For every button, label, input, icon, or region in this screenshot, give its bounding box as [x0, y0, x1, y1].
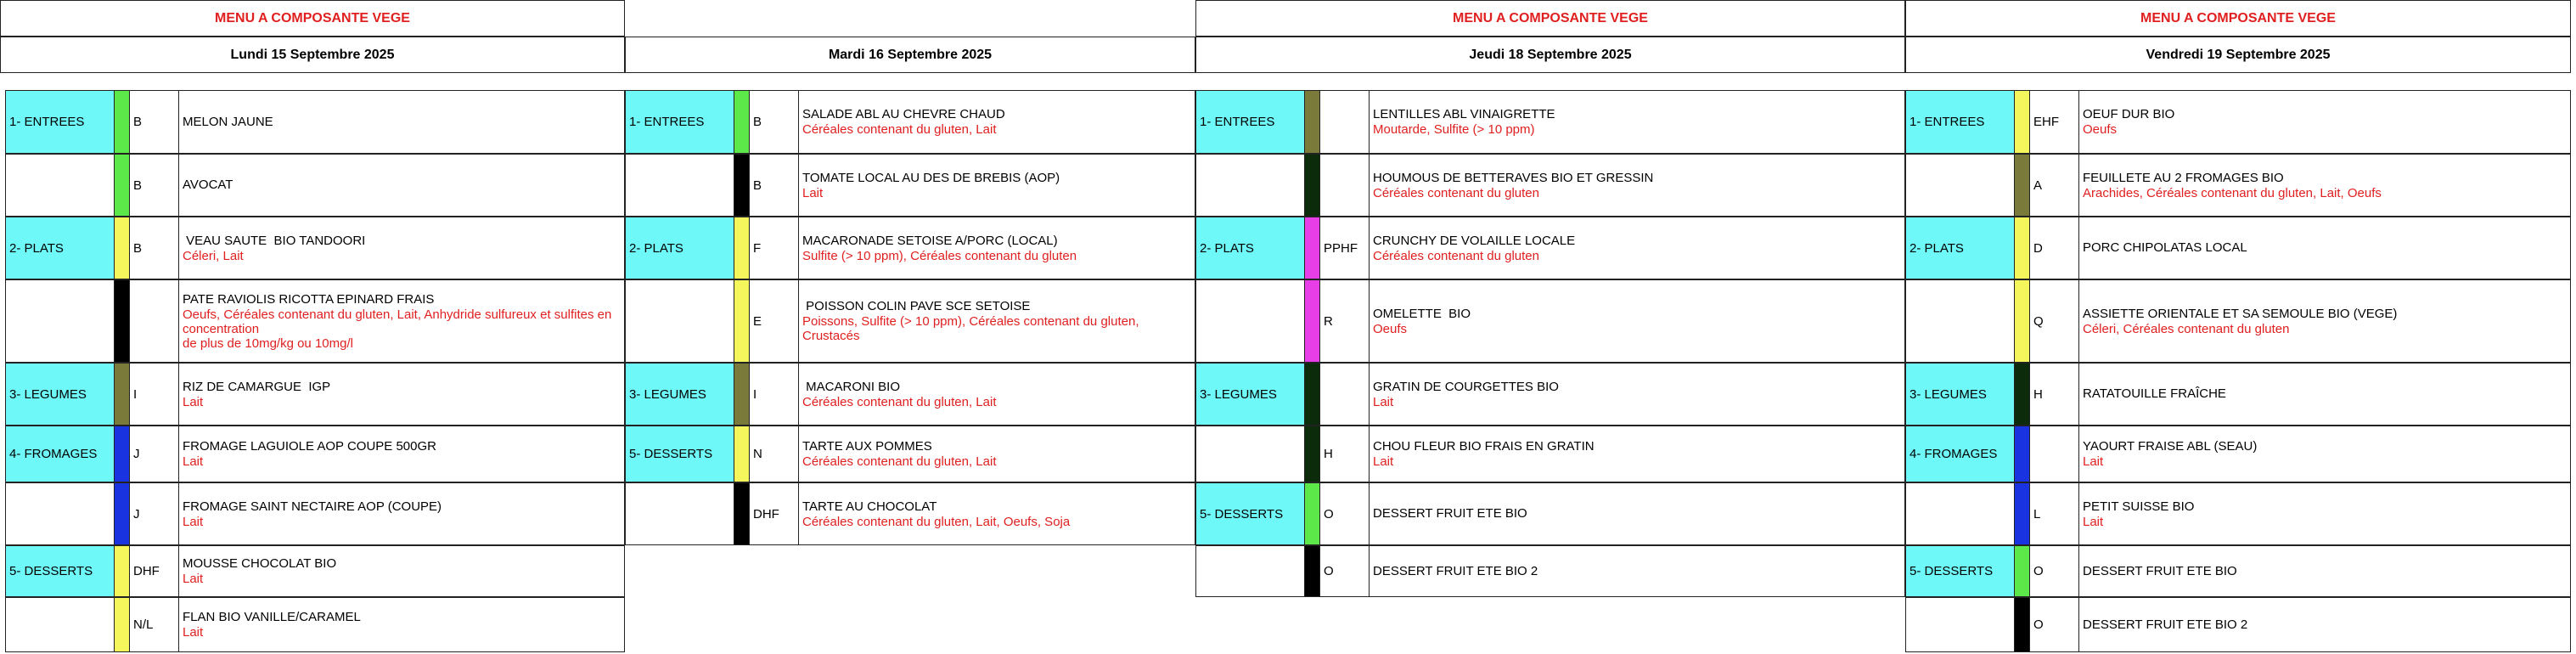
color-indicator-bar: [1305, 364, 1320, 425]
dish-name: GRATIN DE COURGETTES BIO: [1373, 379, 1559, 394]
dish-name: CRUNCHY DE VOLAILLE LOCALE: [1373, 233, 1576, 248]
color-indicator-bar: [115, 426, 130, 482]
category-cell: [6, 483, 115, 544]
dish-name: PETIT SUISSE BIO: [2083, 499, 2195, 514]
dish-cell: [1370, 483, 1904, 544]
code-cell: F: [750, 217, 799, 279]
menu-row: [5, 482, 625, 545]
menu-row: [625, 154, 1195, 217]
color-indicator-bar: [2015, 364, 2030, 425]
allergens-text: Céréales contenant du gluten, Lait: [802, 394, 997, 409]
dish-name: HOUMOUS DE BETTERAVES BIO ET GRESSIN: [1373, 170, 1654, 185]
menu-row: [1905, 90, 2571, 154]
dish-cell: [179, 483, 624, 544]
category-cell: 3- LEGUMES: [626, 364, 734, 425]
code-cell: J: [130, 483, 179, 544]
category-cell: 1- ENTREES: [1196, 91, 1305, 153]
menu-row: [625, 363, 1195, 426]
allergens-text: Arachides, Céréales contenant du gluten, Lait, Oeufs: [2083, 185, 2382, 200]
category-cell: 4- FROMAGES: [1906, 426, 2015, 482]
code-cell: [130, 280, 179, 362]
dish-cell: [799, 483, 1195, 544]
dish-cell: [799, 364, 1195, 425]
color-indicator-bar: [1305, 546, 1320, 596]
color-indicator-bar: [2015, 155, 2030, 216]
menu-row: [5, 426, 625, 482]
dish-cell: [1370, 280, 1904, 362]
allergens-text: Céréales contenant du gluten, Lait, Oeufs, Soja: [802, 514, 1071, 529]
color-indicator-bar: [2015, 91, 2030, 153]
category-cell: [6, 280, 115, 362]
dish-cell: [2079, 364, 2570, 425]
menu-row: [625, 482, 1195, 545]
menu-row: [5, 363, 625, 426]
dish-name: DESSERT FRUIT ETE BIO: [1373, 506, 1527, 521]
code-cell: [2030, 426, 2079, 482]
menu-row: [5, 597, 625, 652]
dish-cell: [1370, 155, 1904, 216]
code-cell: Q: [2030, 280, 2079, 362]
dish-name: RATATOUILLE FRAÎCHE: [2083, 386, 2226, 401]
allergens-text: Lait: [1373, 394, 1394, 409]
dish-cell: [799, 280, 1195, 362]
dish-cell: [2079, 426, 2570, 482]
category-cell: 3- LEGUMES: [1906, 364, 2015, 425]
color-indicator-bar: [115, 280, 130, 362]
day-date-header: Vendredi 19 Septembre 2025: [1905, 37, 2571, 73]
code-cell: H: [2030, 364, 2079, 425]
color-indicator-bar: [2015, 598, 2030, 651]
dish-name: FEUILLETE AU 2 FROMAGES BIO: [2083, 170, 2284, 185]
color-indicator-bar: [2015, 546, 2030, 596]
menu-row: [1195, 363, 1905, 426]
menu-row: [625, 426, 1195, 482]
menu-row: [1905, 597, 2571, 652]
dish-cell: [799, 91, 1195, 153]
color-indicator-bar: [115, 546, 130, 596]
color-indicator-bar: [1305, 217, 1320, 279]
code-cell: [1320, 155, 1370, 216]
category-cell: [6, 155, 115, 216]
dish-cell: [2079, 155, 2570, 216]
menu-row: [1195, 217, 1905, 279]
category-cell: 3- LEGUMES: [6, 364, 115, 425]
category-cell: 1- ENTREES: [1906, 91, 2015, 153]
menu-row: [1905, 217, 2571, 279]
category-cell: 2- PLATS: [6, 217, 115, 279]
color-indicator-bar: [1305, 426, 1320, 482]
category-cell: [626, 483, 734, 544]
color-indicator-bar: [1305, 483, 1320, 544]
code-cell: O: [1320, 483, 1370, 544]
color-indicator-bar: [115, 364, 130, 425]
menu-row: [625, 217, 1195, 279]
color-indicator-bar: [115, 155, 130, 216]
menu-row: [5, 154, 625, 217]
code-cell: I: [750, 364, 799, 425]
dish-name: YAOURT FRAISE ABL (SEAU): [2083, 439, 2258, 454]
dish-name: TARTE AU CHOCOLAT: [802, 499, 937, 514]
dish-name: CHOU FLEUR BIO FRAIS EN GRATIN: [1373, 439, 1595, 454]
dish-cell: [179, 426, 624, 482]
category-cell: [1196, 280, 1305, 362]
code-cell: D: [2030, 217, 2079, 279]
dish-cell: [179, 217, 624, 279]
category-cell: [626, 280, 734, 362]
dish-name: MELON JAUNE: [183, 114, 273, 129]
dish-cell: [179, 155, 624, 216]
menu-row: [5, 545, 625, 597]
menu-label: MENU A COMPOSANTE VEGE: [0, 0, 625, 37]
code-cell: O: [2030, 598, 2079, 651]
code-cell: DHF: [130, 546, 179, 596]
allergens-text: Lait: [183, 625, 204, 640]
code-cell: [1320, 91, 1370, 153]
dish-cell: [1370, 91, 1904, 153]
category-cell: 3- LEGUMES: [1196, 364, 1305, 425]
category-cell: 4- FROMAGES: [6, 426, 115, 482]
allergens-text: Poissons, Sulfite (> 10 ppm), Céréales contenant du gluten, Crustacés: [802, 314, 1139, 343]
category-cell: 5- DESSERTS: [626, 426, 734, 482]
dish-cell: [799, 155, 1195, 216]
day-date-header: Jeudi 18 Septembre 2025: [1195, 37, 1905, 73]
dish-name: SALADE ABL AU CHEVRE CHAUD: [802, 107, 1005, 121]
color-indicator-bar: [2015, 280, 2030, 362]
category-cell: [1196, 546, 1305, 596]
code-cell: N: [750, 426, 799, 482]
category-cell: [626, 155, 734, 216]
category-cell: [6, 598, 115, 651]
code-cell: O: [1320, 546, 1370, 596]
allergens-text: Céleri, Lait: [183, 248, 244, 263]
menu-row: [1195, 279, 1905, 363]
code-cell: L: [2030, 483, 2079, 544]
dish-cell: [799, 426, 1195, 482]
code-cell: EHF: [2030, 91, 2079, 153]
dish-name: OEUF DUR BIO: [2083, 107, 2175, 121]
dish-cell: [179, 598, 624, 651]
dish-name: TARTE AUX POMMES: [802, 439, 932, 454]
code-cell: H: [1320, 426, 1370, 482]
allergens-text: Lait: [2083, 454, 2104, 469]
color-indicator-bar: [2015, 426, 2030, 482]
code-cell: B: [130, 155, 179, 216]
dish-cell: [179, 280, 624, 362]
dish-cell: [2079, 217, 2570, 279]
allergens-text: Sulfite (> 10 ppm), Céréales contenant du gluten: [802, 248, 1077, 263]
category-cell: [1906, 280, 2015, 362]
code-cell: B: [130, 91, 179, 153]
code-cell: I: [130, 364, 179, 425]
category-cell: [1196, 426, 1305, 482]
menu-label: MENU A COMPOSANTE VEGE: [1905, 0, 2571, 37]
dish-cell: [2079, 598, 2570, 651]
dish-name: RIZ DE CAMARGUE IGP: [183, 379, 331, 394]
dish-name: VEAU SAUTE BIO TANDOORI: [183, 233, 366, 248]
allergens-text: Lait: [183, 394, 204, 409]
day-date-header: Lundi 15 Septembre 2025: [0, 37, 625, 73]
menu-row: [1195, 90, 1905, 154]
allergens-text: Céréales contenant du gluten: [1373, 185, 1539, 200]
allergens-text: Céleri, Céréales contenant du gluten: [2083, 321, 2290, 336]
category-cell: [1906, 598, 2015, 651]
color-indicator-bar: [734, 280, 750, 362]
color-indicator-bar: [734, 483, 750, 544]
dish-cell: [179, 364, 624, 425]
dish-cell: [179, 91, 624, 153]
color-indicator-bar: [115, 483, 130, 544]
dish-cell: [2079, 483, 2570, 544]
menu-row: [1195, 545, 1905, 597]
allergens-text: Oeufs: [2083, 122, 2118, 137]
category-cell: 2- PLATS: [626, 217, 734, 279]
code-cell: E: [750, 280, 799, 362]
color-indicator-bar: [734, 364, 750, 425]
dish-cell: [2079, 91, 2570, 153]
menu-label: MENU A COMPOSANTE VEGE: [1195, 0, 1905, 37]
category-cell: 2- PLATS: [1906, 217, 2015, 279]
menu-row: [1905, 279, 2571, 363]
dish-name: LENTILLES ABL VINAIGRETTE: [1373, 107, 1555, 121]
dish-name: POISSON COLIN PAVE SCE SETOISE: [802, 299, 1031, 313]
code-cell: B: [750, 91, 799, 153]
dish-name: MOUSSE CHOCOLAT BIO: [183, 556, 337, 571]
color-indicator-bar: [2015, 217, 2030, 279]
dish-name: DESSERT FRUIT ETE BIO: [2083, 563, 2237, 578]
allergens-text: Lait: [183, 454, 204, 469]
code-cell: O: [2030, 546, 2079, 596]
day-date-header: Mardi 16 Septembre 2025: [625, 37, 1195, 73]
dish-cell: [799, 217, 1195, 279]
color-indicator-bar: [1305, 155, 1320, 216]
dish-name: PATE RAVIOLIS RICOTTA EPINARD FRAIS: [183, 291, 435, 307]
allergens-text: Lait: [1373, 454, 1394, 469]
code-cell: A: [2030, 155, 2079, 216]
code-cell: [1320, 364, 1370, 425]
allergens-text: Lait: [183, 572, 204, 586]
category-cell: [1906, 155, 2015, 216]
category-cell: 5- DESSERTS: [1906, 546, 2015, 596]
menu-row: [5, 217, 625, 279]
color-indicator-bar: [1305, 91, 1320, 153]
dish-name: FROMAGE SAINT NECTAIRE AOP (COUPE): [183, 499, 442, 514]
category-cell: 5- DESSERTS: [1196, 483, 1305, 544]
dish-cell: [179, 546, 624, 596]
allergens-text: Oeufs: [1373, 321, 1408, 336]
color-indicator-bar: [734, 217, 750, 279]
category-cell: 2- PLATS: [1196, 217, 1305, 279]
dish-name: MACARONI BIO: [802, 379, 901, 394]
dish-cell: [1370, 217, 1904, 279]
color-indicator-bar: [1305, 280, 1320, 362]
category-cell: 1- ENTREES: [6, 91, 115, 153]
dish-cell: [2079, 280, 2570, 362]
menu-row: [1195, 482, 1905, 545]
dish-name: DESSERT FRUIT ETE BIO 2: [1373, 563, 1538, 578]
menu-row: [1905, 426, 2571, 482]
menu-row: [1905, 363, 2571, 426]
dish-name: TOMATE LOCAL AU DES DE BREBIS (AOP): [802, 170, 1060, 185]
category-cell: 1- ENTREES: [626, 91, 734, 153]
dish-cell: [1370, 364, 1904, 425]
dish-name: FROMAGE LAGUIOLE AOP COUPE 500GR: [183, 439, 436, 454]
dish-name: MACARONADE SETOISE A/PORC (LOCAL): [802, 233, 1058, 248]
code-cell: B: [130, 217, 179, 279]
color-indicator-bar: [734, 155, 750, 216]
code-cell: J: [130, 426, 179, 482]
allergens-text: Oeufs, Céréales contenant du gluten, Lait, Anhydride sulfureux et sulfites en concentration de plus de 10mg/kg ou 10mg/l: [183, 307, 612, 351]
dish-name: ASSIETTE ORIENTALE ET SA SEMOULE BIO (VEGE): [2083, 306, 2398, 321]
code-cell: N/L: [130, 598, 179, 651]
category-cell: [1196, 155, 1305, 216]
menu-row: [1905, 545, 2571, 597]
color-indicator-bar: [2015, 483, 2030, 544]
allergens-text: Céréales contenant du gluten, Lait: [802, 454, 997, 469]
color-indicator-bar: [115, 598, 130, 651]
allergens-text: Céréales contenant du gluten: [1373, 248, 1539, 263]
code-cell: B: [750, 155, 799, 216]
menu-row: [5, 279, 625, 363]
color-indicator-bar: [734, 426, 750, 482]
menu-row: [1195, 426, 1905, 482]
dish-name: DESSERT FRUIT ETE BIO 2: [2083, 617, 2248, 632]
color-indicator-bar: [734, 91, 750, 153]
dish-name: AVOCAT: [183, 178, 233, 192]
allergens-text: Lait: [2083, 514, 2104, 529]
allergens-text: Moutarde, Sulfite (> 10 ppm): [1373, 122, 1535, 137]
dish-name: FLAN BIO VANILLE/CARAMEL: [183, 610, 361, 624]
code-cell: R: [1320, 280, 1370, 362]
menu-row: [625, 279, 1195, 363]
dish-cell: [1370, 426, 1904, 482]
dish-cell: [1370, 546, 1904, 596]
code-cell: DHF: [750, 483, 799, 544]
color-indicator-bar: [115, 217, 130, 279]
category-cell: [1906, 483, 2015, 544]
menu-row: [1905, 482, 2571, 545]
menu-row: [625, 90, 1195, 154]
allergens-text: Lait: [802, 185, 824, 200]
dish-cell: [2079, 546, 2570, 596]
menu-row: [5, 90, 625, 154]
category-cell: 5- DESSERTS: [6, 546, 115, 596]
dish-name: PORC CHIPOLATAS LOCAL: [2083, 240, 2247, 255]
menu-row: [1195, 154, 1905, 217]
allergens-text: Lait: [183, 514, 204, 529]
menu-row: [1905, 154, 2571, 217]
color-indicator-bar: [115, 91, 130, 153]
dish-name: OMELETTE BIO: [1373, 306, 1471, 321]
allergens-text: Céréales contenant du gluten, Lait: [802, 122, 997, 137]
code-cell: PPHF: [1320, 217, 1370, 279]
